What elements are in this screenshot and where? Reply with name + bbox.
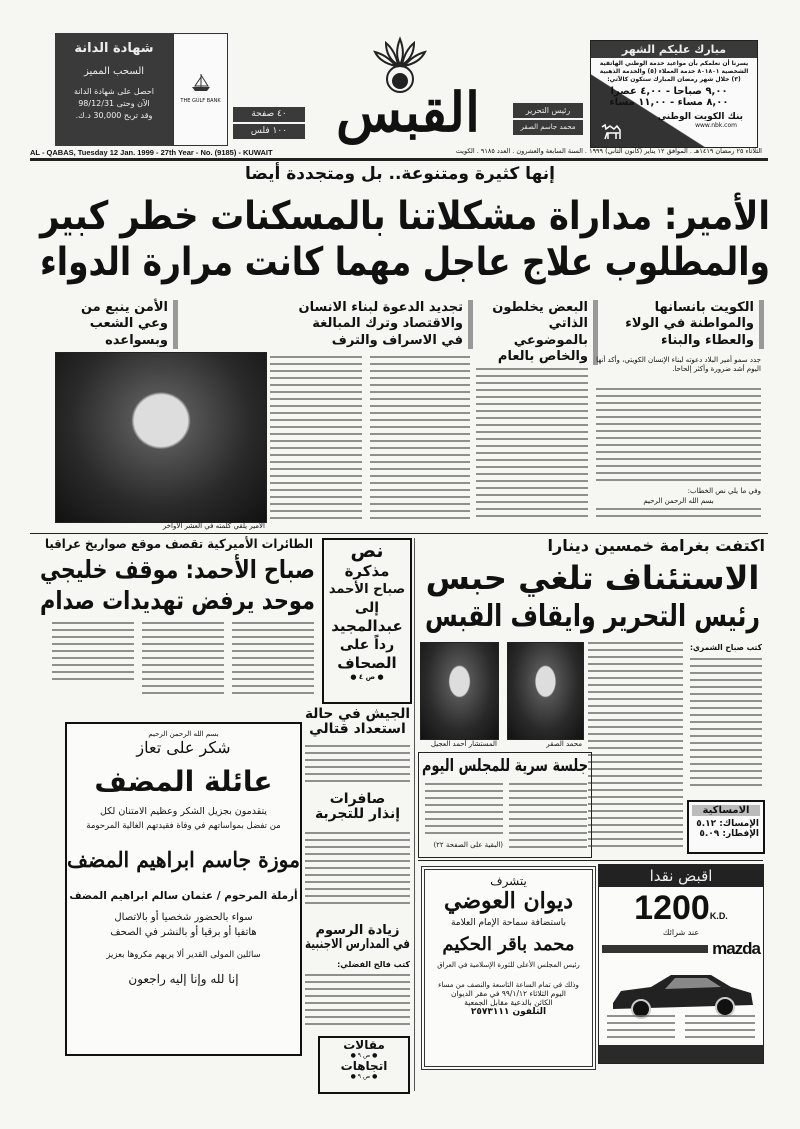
dateline-english: AL - QABAS, Tuesday 12 Jan. 1999 - 27th Year - No. (9185) - KUWAIT	[30, 148, 273, 157]
speech-intro: وفي ما يلي نص الخطاب:	[687, 487, 761, 495]
cash-amount-value: 1200	[634, 889, 710, 927]
mazda-features-text	[685, 1015, 755, 1041]
memo-line: صباح الأحمد	[328, 582, 406, 597]
ad-title: شهادة الدانة	[74, 41, 154, 56]
ahmed-al-ajeel-photo[interactable]	[420, 642, 499, 740]
condolence-line: هاتفيا أو برقيا أو بالنشر في الصحف	[110, 927, 257, 938]
dhow-icon	[189, 72, 213, 94]
diwan-when: وذلك في تمام الساعة التاسعة والنصف من مساء	[438, 981, 579, 989]
mazda-offer-strip	[602, 945, 708, 953]
diwan-role: رئيس المجلس الأعلى للثورة الإسلامية في العراق	[437, 961, 580, 969]
pages-count-badge: ٤٠ صفحة	[233, 107, 305, 122]
article-body-text	[476, 368, 588, 521]
ad-subtitle: السحب المميز	[83, 66, 145, 77]
photo-caption: المستشار أحمد العجيل	[430, 740, 497, 748]
condolence-line: يتقدمون بجزيل الشكر وعظيم الامتنان لكل	[99, 806, 268, 817]
sirens-headline-1: صافرات	[329, 791, 386, 807]
mazda-sub: عند شرائك	[662, 928, 700, 937]
photo-caption: الأمير يلقي كلمته في العشر الأواخر	[162, 522, 265, 530]
condolence-relation: أرملة المرحوم / عثمان سالم ابراهيم المضف	[69, 890, 298, 902]
gulf-bank-logo-panel	[173, 33, 228, 146]
article-body-text	[370, 356, 470, 521]
mazda-dealer-strip	[599, 1045, 763, 1063]
condolence-ad[interactable]	[65, 722, 302, 1056]
lead-paragraph: جدد سمو أمير البلاد دعوته لبناء الإنسان الكويتي، وأكد أنها اليوم أشد ضرورة وأكثر إلحاحا.	[596, 356, 761, 373]
memo-line: عبدالمجيد	[331, 617, 403, 635]
gulf-bank-ad[interactable]	[55, 33, 173, 146]
fees-headline	[305, 924, 410, 953]
condolence-line: من تفضل بمواساتهم في وفاة فقيدتهم الغالية المرحومة	[86, 821, 281, 831]
nbk-banner: مبارك عليكم الشهر	[591, 41, 757, 58]
camel-icon	[599, 121, 625, 141]
subhead-3: تجديد الدعوة لبناء الانسان والاقتصاد وترك المبالغة في الاسراف والترف	[289, 300, 473, 349]
masthead-rule	[30, 158, 768, 161]
imsakiya-box	[687, 800, 765, 854]
qabas-headline-1: الاستئناف تلغي حبس	[425, 559, 760, 597]
dateline-arabic: الثلاثاء ٢٥ رمضان ١٤١٩هـ . الموافق ١٢ يناير (كانون الثاني) ١٩٩٩ . السنة السابعة والعشرون . العدد ٩١٨٥ . الكويت	[455, 147, 762, 155]
column-rule	[414, 538, 415, 1091]
fees-byline: كتب فالح الفضلي:	[337, 960, 410, 969]
article-body-text	[588, 642, 683, 852]
nbk-bank-name: بنك الكويت الوطني	[657, 112, 743, 122]
subhead-1: الكويت بانسانها والمواطنة في الولاء والعطاء والبناء	[596, 300, 764, 349]
memo-page-ref: ● ص ٤ ●	[350, 673, 384, 681]
iraq-headline-2: موحد يرفض تهديدات صدام	[39, 585, 315, 615]
article-body-text	[425, 783, 503, 837]
article-body-text	[509, 783, 587, 851]
imsak-row	[689, 819, 763, 829]
article-body-text	[142, 622, 224, 694]
emir-photo[interactable]	[55, 352, 267, 523]
diwan-top: يتشرف	[490, 874, 527, 888]
memo-box[interactable]	[322, 538, 412, 704]
mazda-features-text	[607, 1015, 675, 1041]
qabas-kicker: اكتفت بغرامة خمسين دينارا	[547, 536, 765, 555]
iftar-row	[689, 829, 763, 839]
inside-pages-box	[318, 1036, 410, 1094]
ad-line: احصل على شهادة الدانة	[73, 87, 155, 96]
condolence-line: سواء بالحضور شخصيا أو بالاتصال	[114, 912, 253, 923]
article-body-text	[232, 622, 314, 694]
article-body-text	[596, 508, 761, 522]
imsak-time: ٥.١٢	[696, 819, 717, 829]
article-body-text	[305, 745, 410, 787]
lead-headline-line-2: والمطلوب علاج عاجل مهما كانت مرارة الدواء	[39, 240, 770, 285]
diwan-hosting: باستضافة سماحة الإمام العلامة	[450, 918, 566, 928]
secret-session-box	[418, 752, 592, 858]
mazda-brand-row	[602, 939, 760, 959]
qabas-headline-2: رئيس التحرير وايقاف القبس	[424, 599, 760, 634]
deceased-name: موزة جاسم ابراهيم المضف	[66, 847, 300, 872]
nbk-ad[interactable]	[590, 40, 758, 148]
army-headline	[305, 707, 410, 738]
lead-kicker: إنها كثيرة ومتنوعة.. بل ومتجددة أيضا	[244, 164, 556, 184]
condolence-closing: إنا لله وإنا إليه راجعون	[128, 972, 239, 986]
memo-line: الصحاف	[337, 654, 397, 672]
iftar-label: الإفطار:	[722, 829, 759, 839]
subhead-2: البعض يخلطون الذاتي بالموضوعي والخاص بالعام	[476, 300, 598, 365]
sirens-headline-2: إنذار للتجربة	[314, 806, 401, 823]
nbk-hours-2: ٨,٠٠ مساء - ١١,٠٠ مساء	[609, 97, 729, 108]
fees-headline-2: في المدارس الاجنبية	[305, 937, 410, 953]
article-body-text	[596, 388, 761, 484]
mohammed-al-saqer-photo[interactable]	[507, 642, 584, 740]
nbk-web: www.nbk.com	[695, 122, 737, 129]
qabas-byline: كتب صباح الشمري:	[689, 643, 762, 652]
continued-note: (البقية على الصفحة ٢٢)	[433, 841, 503, 849]
logo-text: القبس	[336, 80, 480, 144]
bank-name: THE GULF BANK	[180, 98, 221, 104]
articles-link[interactable]: مقالات	[343, 1038, 385, 1052]
mazda-logo: mazda	[712, 939, 760, 958]
condolence-family: عائلة المضف	[94, 765, 273, 798]
memo-line: مذكرة	[344, 562, 390, 580]
diwan-title: ديوان العوضي	[443, 888, 574, 914]
mazda-banner: اقبض نقدا	[599, 865, 763, 887]
diwan-ad[interactable]	[421, 866, 596, 1070]
section-divider	[30, 533, 768, 534]
article-body-text	[52, 622, 134, 682]
ad-line: وقد تربح 30,000 د.ك.	[75, 111, 153, 120]
cash-amount	[599, 889, 763, 928]
condolence-line: سائلين المولى القدير ألا يريهم مكروها بعزيز	[106, 950, 261, 960]
secret-session-headline: جلسة سرية للمجلس اليوم	[422, 756, 588, 776]
imsak-label: الإمساك:	[719, 819, 759, 829]
fees-headline-1: زيادة الرسوم	[315, 923, 400, 938]
article-body-text	[305, 832, 410, 904]
army-headline-2: استعداد قتالي	[309, 721, 406, 738]
lead-headline-line-1: الأمير: مداراة مشكلاتنا بالمسكنات خطر كبير	[40, 194, 771, 239]
iraq-headline-1: صباح الأحمد: موقف خليجي	[40, 555, 315, 584]
sirens-headline	[305, 792, 410, 823]
iftar-time: ٥.٠٩	[699, 829, 720, 839]
condolence-basmala: بسم الله الرحمن الرحيم	[148, 730, 219, 738]
section-divider	[418, 860, 763, 861]
diwan-guest: محمد باقر الحكيم	[442, 934, 575, 955]
trends-link[interactable]: اتجاهات	[340, 1059, 388, 1073]
memo-line: إلى	[354, 600, 380, 616]
article-body-text	[690, 658, 762, 791]
article-body-text	[270, 356, 362, 521]
nbk-hours-1: ٩,٠٠ صباحا - ٤,٠٠ عصرا	[610, 86, 728, 97]
diwan-phone: التلفون ٢٥٧٣١١١	[470, 1007, 547, 1017]
editor-title-badge: رئيس التحرير	[513, 103, 583, 118]
iraq-kicker: الطائرات الأميركية تقصف موقع صواريخ عراقيا	[44, 536, 313, 551]
condolence-title: شكر على تعاز	[136, 738, 231, 757]
mazda-ad[interactable]	[598, 864, 764, 1064]
memo-line: نص	[350, 540, 384, 562]
subhead-4: الأمن ينبع من وعي الشعب وبسواعده	[50, 300, 178, 349]
cash-currency: K.D.	[709, 911, 728, 921]
article-body-text	[305, 974, 410, 1030]
memo-line: رداً على	[339, 637, 395, 653]
diwan-where: الكائن بالدعية مقابل الجمعية	[464, 998, 553, 1007]
diwan-date: اليوم الثلاثاء ٩٩/١/١٢ في مقر الديوان	[451, 989, 566, 998]
price-badge: ١٠٠ فلس	[233, 124, 305, 139]
nbk-body: يسرنا أن نعلمكم بأن مواعيد خدمة الوطني الهاتفية الشخصية ٨٠١٨٠١ خدمة العملاء (٥) والخدمة الذهبية (٣) خلال شهر رمضان المبارك ستكون كالآتي:	[599, 60, 749, 83]
editor-name-badge: محمد جاسم الصقر	[513, 120, 583, 135]
basmala: بسم الله الرحمن الرحيم	[643, 497, 714, 505]
photo-caption: محمد الصقر	[546, 740, 582, 748]
army-headline-1: الجيش في حالة	[304, 706, 410, 722]
articles-page-ref: ● ص ٩ ●	[350, 1052, 378, 1059]
ad-line: الآن وحتى 98/12/31	[78, 99, 150, 108]
trends-page-ref: ● ص ٩ ●	[350, 1073, 378, 1080]
imsakiya-title: الامساكية	[692, 805, 760, 816]
newspaper-logo[interactable]	[308, 35, 508, 147]
